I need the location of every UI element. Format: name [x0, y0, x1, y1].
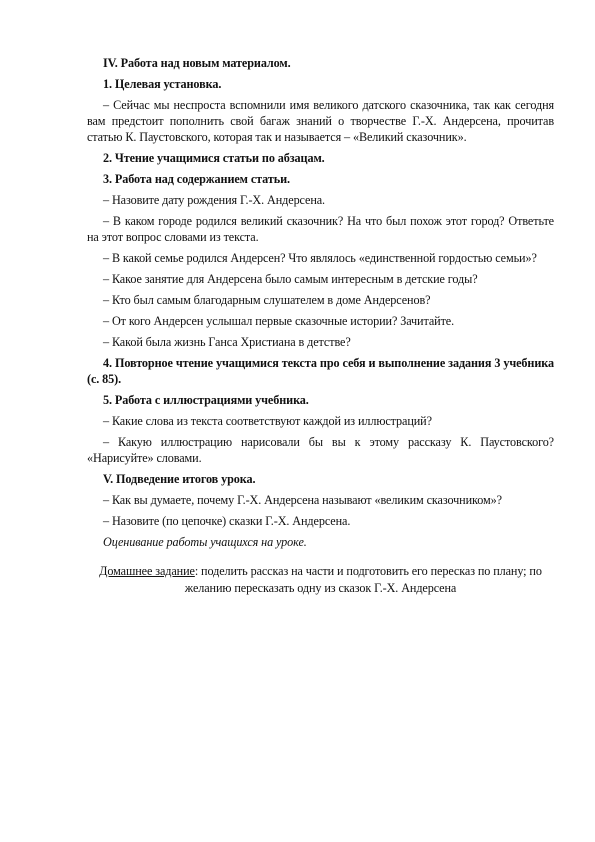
homework-label: Домашнее задание: [99, 564, 195, 578]
question-item: – Какие слова из текста соответствуют каждой из иллюстраций?: [103, 414, 432, 428]
step-3-heading: 3. Работа над содержанием статьи.: [103, 172, 290, 186]
stage-4-heading: IV. Работа над новым материалом.: [103, 56, 291, 70]
step-2-heading: 2. Чтение учащимися статьи по абзацам.: [103, 151, 325, 165]
question-item: – Назовите дату рождения Г.-Х. Андерсена.: [103, 193, 326, 207]
question-item: – Какую иллюстрацию нарисовали бы вы к этому рассказу К. Паустовского? «Нарисуйте» словами.: [87, 435, 554, 465]
homework-paragraph: [87, 563, 554, 597]
evaluation-note: Оценивание работы учащихся на уроке.: [103, 535, 307, 549]
question-item: – От кого Андерсен услышал первые сказочные истории? Зачитайте.: [103, 314, 455, 328]
step-4-heading: 4. Повторное чтение учащимися текста про себя и выполнение задания 3 учебника (с. 85).: [87, 356, 554, 386]
document-body: [87, 55, 554, 602]
question-item: – Назовите (по цепочке) сказки Г.-Х. Андерсена.: [103, 514, 351, 528]
homework-text: : поделить рассказ на части и подготовить его пересказ по плану; по желанию пересказать одну из сказок Г.-Х. Андерсена: [184, 564, 542, 595]
question-item: – Кто был самым благодарным слушателем в доме Андерсенов?: [103, 293, 431, 307]
question-item: – Какой была жизнь Ганса Христиана в детстве?: [103, 335, 351, 349]
question-item: – Как вы думаете, почему Г.-Х. Андерсена называют «великим сказочником»?: [103, 493, 502, 507]
step-5-heading: 5. Работа с иллюстрациями учебника.: [103, 393, 309, 407]
question-item: – В каком городе родился великий сказочник? На что был похож этот город? Ответьте на этот вопрос словами из текста.: [87, 214, 554, 244]
question-item: – Какое занятие для Андерсена было самым интересным в детские годы?: [103, 272, 478, 286]
stage-5-heading: V. Подведение итогов урока.: [103, 472, 256, 486]
question-item: – В какой семье родился Андерсен? Что являлось «единственной гордостью семьи»?: [103, 251, 537, 265]
step-1-text: – Сейчас мы неспроста вспомнили имя великого датского сказочника, так как сегодня вам предстоит пополнить свой багаж знаний о творчестве Г.-Х. Андерсена, прочитав статью К. Паустовского, которая так и называется – «Великий сказочник».: [87, 98, 554, 144]
step-1-heading: 1. Целевая установка.: [103, 77, 222, 91]
